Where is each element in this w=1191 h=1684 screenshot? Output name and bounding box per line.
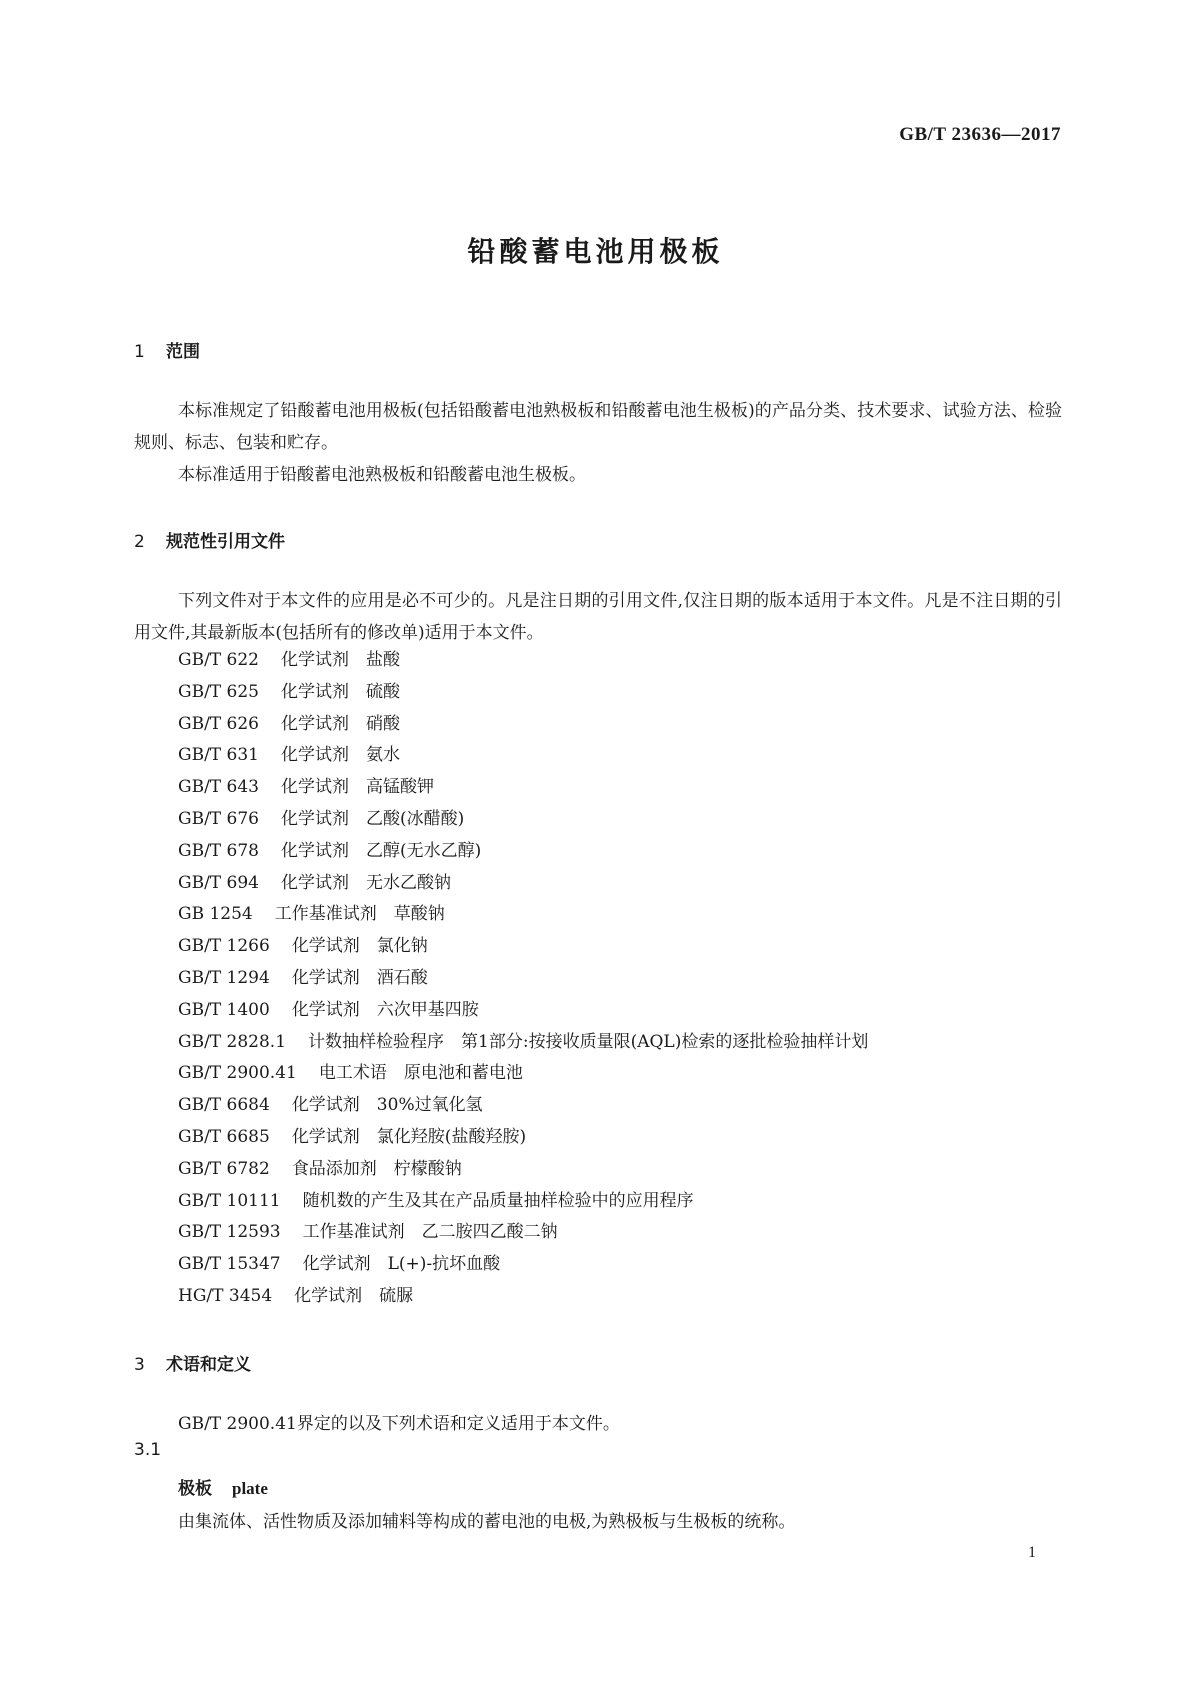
reference-item xyxy=(178,804,868,836)
reference-item xyxy=(178,1186,868,1218)
term-title xyxy=(178,1474,268,1499)
reference-title: 计数抽样检验程序 第1部分:按接收质量限(AQL)检索的逐批检验抽样计划 xyxy=(308,1031,869,1052)
reference-title: 随机数的产生及其在产品质量抽样检验中的应用程序 xyxy=(302,1190,694,1211)
reference-code: GB/T 1294 xyxy=(178,967,270,988)
terms-intro: GB/T 2900.41界定的以及下列术语和定义适用于本文件。 xyxy=(178,1414,620,1434)
reference-code: GB/T 6684 xyxy=(178,1095,270,1116)
term-english: plate xyxy=(232,1479,268,1498)
reference-code: GB/T 15347 xyxy=(178,1254,281,1275)
reference-title: 化学试剂 酒石酸 xyxy=(291,967,428,988)
reference-title: 化学试剂 氯化羟胺(盐酸羟胺) xyxy=(291,1126,527,1147)
reference-code: GB/T 12593 xyxy=(178,1222,281,1243)
section-title: 术语和定义 xyxy=(166,1355,251,1375)
reference-title: 化学试剂 高锰酸钾 xyxy=(281,777,434,798)
reference-title: 食品添加剂 柠檬酸钠 xyxy=(291,1158,462,1179)
term-number: 3.1 xyxy=(134,1440,162,1460)
reference-code: GB/T 1266 xyxy=(178,936,270,957)
reference-title: 化学试剂 六次甲基四胺 xyxy=(291,999,479,1020)
reference-item xyxy=(178,1122,868,1154)
section-title: 范围 xyxy=(166,342,200,362)
reference-code: GB 1254 xyxy=(178,904,253,925)
reference-item xyxy=(178,740,868,772)
scope-paragraph-1: 本标准规定了铅酸蓄电池用极板(包括铅酸蓄电池熟极板和铅酸蓄电池生极板)的产品分类、技术要求、试验方法、检验规则、标志、包装和贮存。 xyxy=(134,401,1062,453)
reference-code: GB/T 622 xyxy=(178,650,259,670)
reference-code: GB/T 6685 xyxy=(178,1126,270,1147)
reference-item xyxy=(178,836,868,868)
reference-title: 化学试剂 无水乙酸钠 xyxy=(281,872,451,893)
reference-title: 化学试剂 氨水 xyxy=(281,745,400,766)
reference-code: HG/T 3454 xyxy=(178,1285,273,1306)
reference-title: 化学试剂 盐酸 xyxy=(281,650,400,670)
reference-code: GB/T 2828.1 xyxy=(178,1031,287,1052)
reference-item xyxy=(178,1249,868,1281)
reference-item xyxy=(178,1058,868,1090)
standard-code: GB/T 23636—2017 xyxy=(899,124,1061,145)
reference-code: GB/T 10111 xyxy=(178,1190,281,1211)
term-definition: 由集流体、活性物质及添加辅料等构成的蓄电池的电极,为熟极板与生极板的统称。 xyxy=(178,1512,796,1532)
references-intro: 下列文件对于本文件的应用是必不可少的。凡是注日期的引用文件,仅注日期的版本适用于本文件。凡是不注日期的引用文件,其最新版本(包括所有的修改单)适用于本文件。 xyxy=(134,591,1062,643)
reference-title: 工作基准试剂 草酸钠 xyxy=(274,904,445,925)
section-title: 规范性引用文件 xyxy=(166,532,285,552)
reference-code: GB/T 631 xyxy=(178,745,259,766)
section-heading-references xyxy=(134,527,285,552)
section-number: 3 xyxy=(134,1355,145,1375)
reference-item xyxy=(178,963,868,995)
reference-title: 化学试剂 30%过氧化氢 xyxy=(291,1095,483,1116)
reference-item xyxy=(178,868,868,900)
reference-item xyxy=(178,931,868,963)
reference-title: 化学试剂 L(+)-抗坏血酸 xyxy=(302,1254,501,1275)
reference-code: GB/T 626 xyxy=(178,713,259,734)
reference-title: 工作基准试剂 乙二胺四乙酸二钠 xyxy=(302,1222,558,1243)
reference-title: 化学试剂 乙醇(无水乙醇) xyxy=(281,840,482,861)
reference-item xyxy=(178,995,868,1027)
reference-title: 电工术语 原电池和蓄电池 xyxy=(318,1063,523,1084)
reference-item xyxy=(178,677,868,709)
reference-code: GB/T 6782 xyxy=(178,1158,270,1179)
reference-item xyxy=(178,1217,868,1249)
reference-code: GB/T 625 xyxy=(178,681,259,702)
reference-item xyxy=(178,709,868,741)
term-chinese: 极板 xyxy=(178,1479,212,1499)
scope-paragraph-2: 本标准适用于铅酸蓄电池熟极板和铅酸蓄电池生极板。 xyxy=(178,465,586,485)
reference-item xyxy=(178,1027,868,1059)
reference-code: GB/T 678 xyxy=(178,840,259,861)
document-title: 铅酸蓄电池用极板 xyxy=(467,235,724,268)
reference-title: 化学试剂 硫酸 xyxy=(281,681,400,702)
reference-item xyxy=(178,1090,868,1122)
reference-item xyxy=(178,645,868,677)
reference-title: 化学试剂 硫脲 xyxy=(294,1285,414,1306)
section-heading-scope xyxy=(134,337,200,362)
section-number: 1 xyxy=(134,342,145,362)
reference-code: GB/T 1400 xyxy=(178,999,270,1020)
reference-item xyxy=(178,899,868,931)
reference-item xyxy=(178,1154,868,1186)
section-number: 2 xyxy=(134,532,145,552)
reference-code: GB/T 694 xyxy=(178,872,259,893)
reference-code: GB/T 2900.41 xyxy=(178,1063,297,1084)
reference-list xyxy=(178,645,868,1313)
reference-title: 化学试剂 硝酸 xyxy=(281,713,400,734)
reference-code: GB/T 643 xyxy=(178,777,259,798)
reference-code: GB/T 676 xyxy=(178,808,259,829)
reference-title: 化学试剂 氯化钠 xyxy=(291,936,428,957)
reference-item xyxy=(178,772,868,804)
page-number: 1 xyxy=(1028,1544,1036,1561)
reference-title: 化学试剂 乙酸(冰醋酸) xyxy=(281,808,465,829)
section-heading-terms xyxy=(134,1350,251,1375)
reference-item xyxy=(178,1281,868,1313)
